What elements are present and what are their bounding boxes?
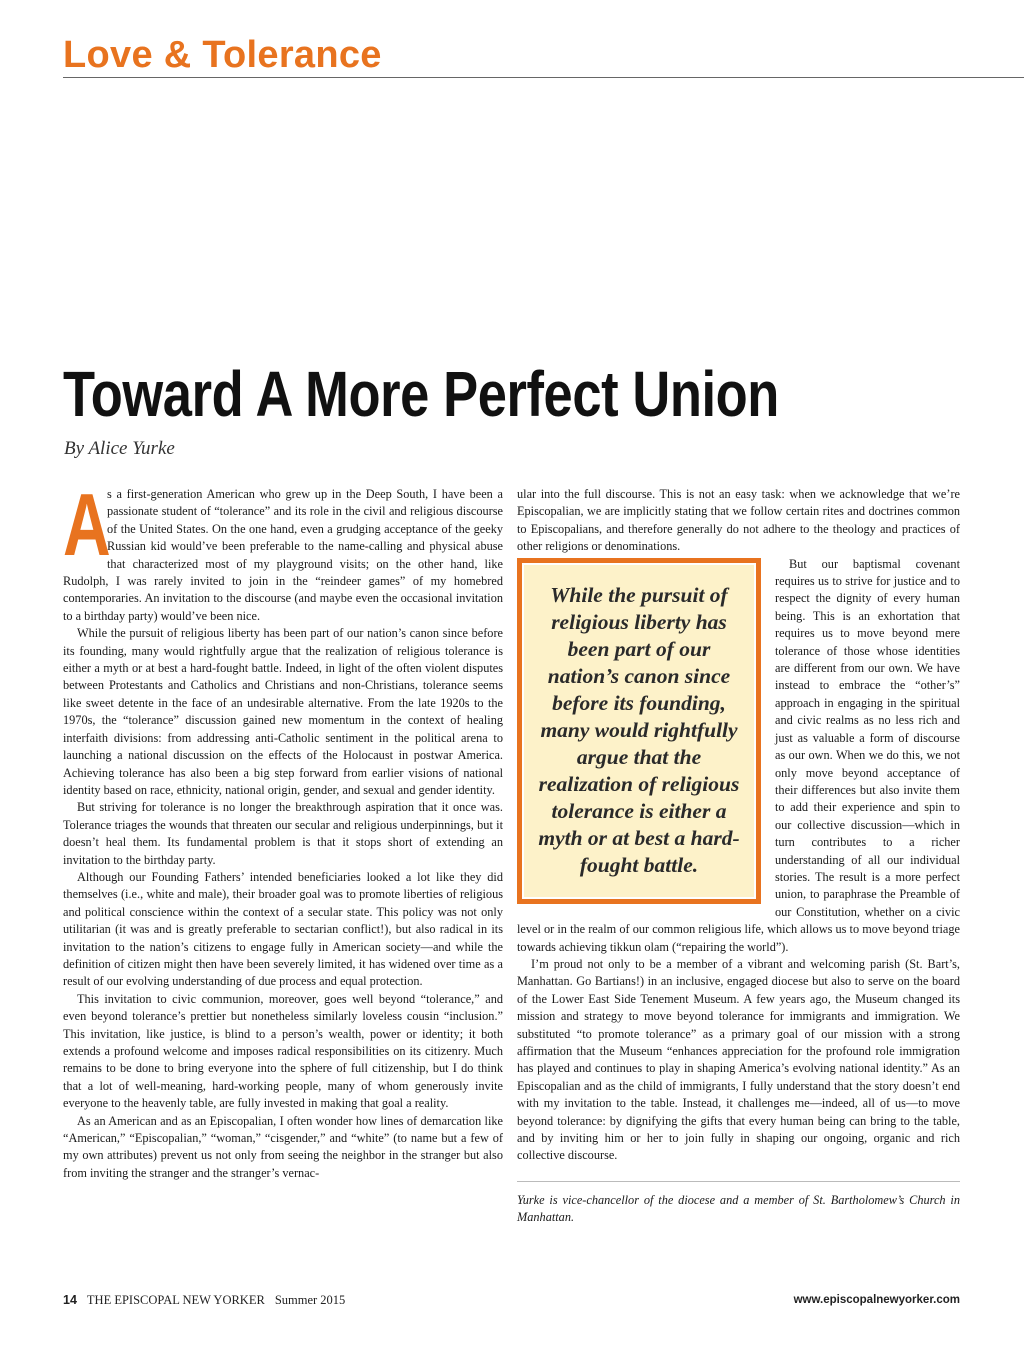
opening-paragraph — [63, 475, 503, 625]
footnote-divider — [517, 1181, 960, 1182]
article-byline: By Alice Yurke — [64, 438, 175, 459]
pull-quote — [517, 558, 761, 904]
body-paragraph: This invitation to civic communion, moreover, goes well beyond “tolerance,” and even beyond tolerance’s prettier but nonetheless similarly loveless cousin “inclusion.” This invitation, like justice, is blind to a person’s wealth, power or identity; it both extends a profound welcome and imposes radical responsibilities on its citizenry. Much remains to be done to bring everyone into the sphere of full citizenship, but I do think that a lot of well-meaning, hard-working people, many of whom generously invite everyone to the heavenly table, are fully invested in making that goal a reality. — [63, 991, 503, 1111]
page-number: 14 — [63, 1293, 77, 1307]
body-paragraph: But our baptismal covenant requires us to strive for justice and to respect the dignity of every human being. This is an exhortation that requires us to move beyond mere tolerance of those whose identities are different from our own. We have instead to embrace the “other’s” approach in engaging in the spiritual and civic realms as no less rich and just as valuable a form of discourse as our own. When we do this, we not only move beyond acceptance of their differences but also invite them to add their experience and spin to our collective discussion—which in turn contributes to a richer understanding of all our individual stories. The result is a more perfect union, to paraphrase the Preamble of our Constitution, whether on a civic level or in the realm of our common religious life, which allows us to move beyond triage towards achieving tikkun olam (“repairing the world”). — [517, 556, 960, 954]
section-title: Love & Tolerance — [63, 34, 382, 76]
section-divider — [63, 77, 1024, 78]
body-paragraph: ular into the full discourse. This is not an easy task: when we acknowledge that we’re Episcopalian, we are implicitly stating that we follow certain rites and doctrines common to Episcopalians, and therefore generally do not adhere to the theology and practices of other religions or denominations. — [517, 487, 960, 554]
opening-paragraph-text: s a first-generation American who grew up in the Deep South, I have been a passionate student of “tolerance” and its role in the civil and religious discourse of the United States. On the one hand, even a grudging acceptance of the geeky Russian kid would’ve been preferable to the name-calling and physical abuse that characterized most of my playground visits; on the other hand, like Rudolph, I was rarely invited to join in the “reindeer games” of my homebred contemporaries. An invitation to the discourse (and maybe even the occasional invitation to a birthday party) would’ve been nice. — [63, 487, 503, 623]
issue-date: Summer 2015 — [274, 1293, 346, 1307]
body-paragraph: As an American and as an Episcopalian, I often wonder how lines of demarcation like “American,” “Episcopalian,” “woman,” “cisgender,” and “white” (to name but a few of my own attributes) prevent us not only from seeing the neighbor in the stranger but also from inviting the stranger and the stranger’s vernac- — [63, 1113, 503, 1180]
publication-name: THE EPISCOPAL NEW YORKER — [86, 1293, 265, 1307]
body-paragraph: While the pursuit of religious liberty has been part of our nation’s canon since before its founding, many would rightfully argue that the realization of religious tolerance is either a myth or at best a hard-fought battle. Indeed, in light of the often violent disputes between Protestants and Catholics and Christians and non-Christians, tolerance seems like sweet detente in the face of an undesirable alternative. From the late 1920s to the 1970s, the “tolerance” discussion gained new momentum in the context of healing interfaith divisions: from addressing anti-Catholic sentiment in the political arena to launching a national discussion on the effects of the Holocaust in postwar America. Achieving tolerance has also been a big step forward from earlier visions of national identity based on race, ethnicity, national origin, gender, and sexual and gender identity. — [63, 626, 503, 797]
article-headline: Toward A More Perfect Union — [63, 358, 779, 430]
article-column-left — [63, 475, 503, 1182]
pull-quote-text: While the pursuit of religious liberty has been part of our nation’s canon since before its founding, many would rightfully argue that the realization of religious tolerance is either a myth or at best a hard-fought battle. — [538, 583, 740, 878]
page-footer — [63, 1293, 345, 1308]
body-paragraph: But striving for tolerance is no longer the breakthrough aspiration that it once was. Tolerance triages the wounds that threaten our secular and religious underpinnings, but it doesn’t heal them. Its fundamental problem is that it stops short of extending an invitation to the birthday party. — [63, 800, 503, 867]
article-column-right — [517, 486, 960, 1226]
body-paragraph: I’m proud not only to be a member of a vibrant and welcoming parish (St. Bart’s, Manhattan. Go Bartians!) in an inclusive, engaged diocese but also to serve on the board of the Lower East Side Tenement Museum. A few years ago, the Museum changed its mission and strategy to move beyond tolerance for immigrants and immigration. We substituted “to promote tolerance” as a primary goal of our mission with a strong affirmation that the Museum “enhances appreciation for the profound role immigration has played and continues to play in shaping America’s evolving national identity.” As an Episcopalian and as the child of immigrants, I fully understand that the story doesn’t end with my invitation to the table. Instead, it challenges me—indeed, all of us—to move beyond tolerance: by dignifying the gifts that every human being can bring to the table, and by inviting him or her to join fully in shaping our ongoing, organic and rich collective discourse. — [517, 956, 960, 1163]
author-note: Yurke is vice-chancellor of the diocese and a member of St. Bartholomew’s Church in Manhattan. — [517, 1192, 960, 1224]
body-paragraph: Although our Founding Fathers’ intended beneficiaries looked a lot like they did themselves (i.e., white and male), their broader goal was to promote liberties of religious and political conscience within the context of a secular state. This policy was not only utilitarian (it was and is greatly preferable to sectarian conflict!), but also radical in its invitation to the nation’s citizens to engage fully in American society—and while the definition of citizen might then have been severely limited, it has widened over time as a result of our evolving understanding of due process and equal protection. — [63, 869, 503, 989]
website-link[interactable]: www.episcopalnewyorker.com — [793, 1294, 960, 1306]
drop-cap: A — [63, 475, 111, 574]
